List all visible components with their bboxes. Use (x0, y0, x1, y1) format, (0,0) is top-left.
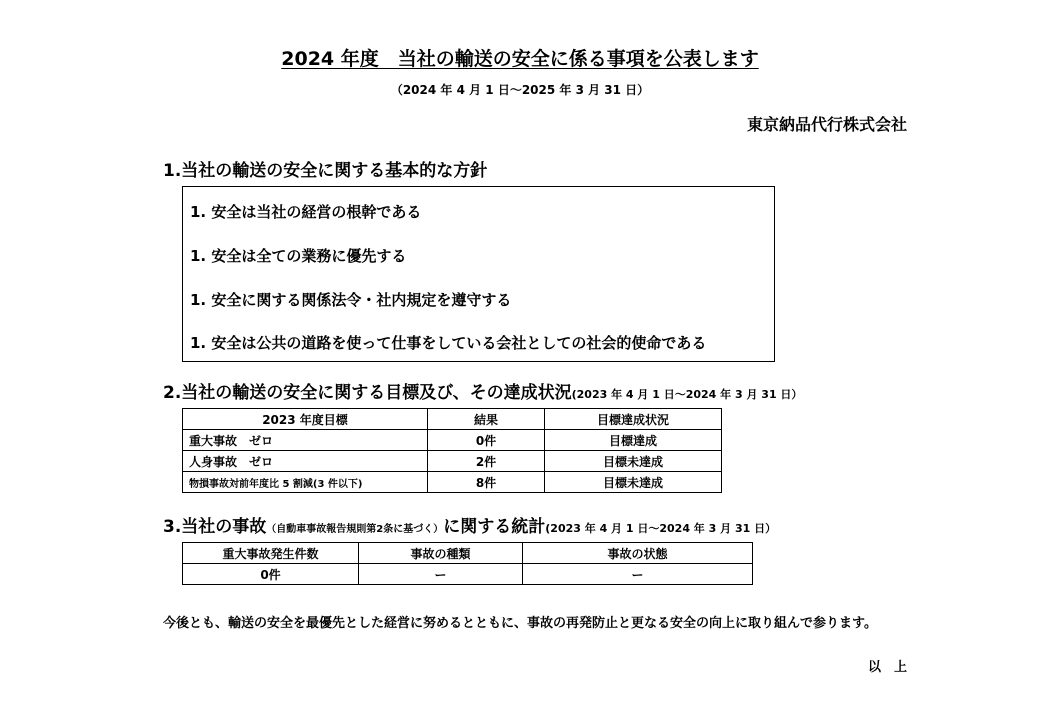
policy-item: 1. 安全は当社の経営の根幹である (190, 203, 422, 221)
column-header: 事故の種類 (359, 543, 523, 564)
column-header: 結果 (428, 409, 545, 430)
section2-period: (2023 年 4 月 1 日～2024 年 3 月 31 日） (571, 388, 803, 401)
result-cell: 8件 (428, 472, 545, 493)
accident-table (182, 542, 753, 585)
table-header-row (183, 409, 722, 430)
goal-cell: 人身事故 ゼロ (183, 451, 428, 472)
column-header: 2023 年度目標 (183, 409, 428, 430)
accident-state-cell: ー (523, 564, 753, 585)
policy-item: 1. 安全は公共の道路を使って仕事をしている会社としての社会的使命である (190, 334, 707, 352)
section2-heading (163, 378, 802, 403)
section3-heading (163, 512, 776, 537)
status-cell: 目標達成 (545, 430, 722, 451)
table-row (183, 430, 722, 451)
column-header: 事故の状態 (523, 543, 753, 564)
goal-table (182, 408, 722, 493)
company-name: 東京納品代行株式会社 (746, 115, 907, 134)
policy-box (182, 186, 775, 362)
status-cell: 目標未達成 (545, 451, 722, 472)
policy-item: 1. 安全に関する関係法令・社内規定を遵守する (190, 291, 512, 309)
end-mark: 以 上 (867, 660, 907, 675)
result-cell: 0件 (428, 430, 545, 451)
column-header: 目標達成状況 (545, 409, 722, 430)
closing-statement: 今後とも、輸送の安全を最優先とした経営に努めるとともに、事故の再発防止と更なる安全の向上に取り組んで参ります。 (163, 616, 877, 631)
section3-heading-suffix: に関する統計 (443, 517, 546, 537)
table-header-row (183, 543, 753, 564)
document-title: 2024 年度 当社の輸送の安全に係る事項を公表します (281, 48, 759, 70)
column-header: 重大事故発生件数 (183, 543, 359, 564)
section3-heading-note: （自動車事故報告規則第2条に基づく） (266, 524, 444, 535)
result-cell: 2件 (428, 451, 545, 472)
section1-heading: 1.当社の輸送の安全に関する基本的な方針 (163, 161, 488, 181)
table-row (183, 564, 753, 585)
section3-period: (2023 年 4 月 1 日～2024 年 3 月 31 日） (545, 522, 777, 535)
section2-heading-text: 2.当社の輸送の安全に関する目標及び、その達成状況 (163, 383, 572, 403)
table-row (183, 472, 722, 493)
goal-cell: 重大事故 ゼロ (183, 430, 428, 451)
report-period: （2024 年 4 月 1 日～2025 年 3 月 31 日） (390, 83, 650, 97)
accident-count-cell: 0件 (183, 564, 359, 585)
accident-type-cell: ー (359, 564, 523, 585)
table-row (183, 451, 722, 472)
section3-heading-prefix: 3.当社の事故 (163, 517, 267, 537)
status-cell: 目標未達成 (545, 472, 722, 493)
goal-cell: 物損事故対前年度比 5 割減(3 件以下) (183, 472, 428, 493)
policy-item: 1. 安全は全ての業務に優先する (190, 247, 407, 265)
